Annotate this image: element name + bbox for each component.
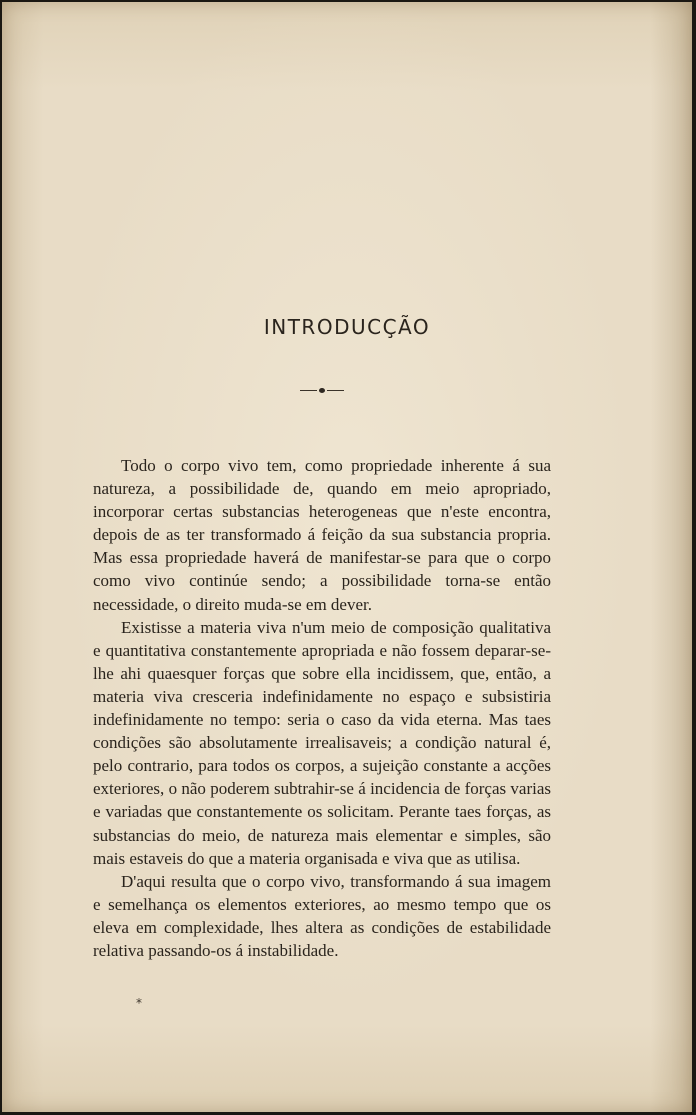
- paragraph-3: D'aqui resulta que o corpo vivo, transformando á sua imagem e semelhança os elementos exteriores, ao mesmo tempo que os eleva em complexidade, lhes altera as condições de estabilidade relativa passando-os á instabilidade.: [93, 871, 551, 960]
- paragraph-2: Existisse a materia viva n'um meio de composição qualitativa e quantitativa constantemente apropriada e não fossem deparar-se-lhe ahi quaesquer forças que sobre ella incidissem, que, então, a materia viva cresceria indefinidamente no espaço e subsistiria indefinidamente no tempo: seria o caso da vida eterna. Mas taes condições são absolutamente irrealisaveis; a condição natural é, pelo contrario, para todos os corpos, a sujeição constante a acções exteriores, o não poderem subtrahir-se á incidencia de forças varias e variadas que constantemente os solicitam. Perante taes forças, as substancias do meio, de natureza mais elementar e simples, são mais estaveis do que a materia organisada e viva que as utilisa.: [93, 617, 551, 868]
- paragraph-1: Todo o corpo vivo tem, como propriedade inherente á sua natureza, a possibilidade de, quando em meio apropriado, incorporar certas substancias heterogeneas que n'este encontra, depois de as ter transformado á feição da sua substancia propria. Mas essa propriedade haverá de manifestar-se para que o corpo como vivo continúe sendo; a possibilidade torna-se então necessidade, o direito muda-se em dever.: [93, 456, 551, 614]
- title-ornament: [300, 388, 344, 394]
- book-page: [2, 2, 692, 1112]
- ornament-left-rule: [300, 390, 317, 391]
- ornament-dot: [319, 388, 325, 393]
- body-text: [93, 454, 551, 962]
- chapter-title: INTRODUCÇÃO: [263, 315, 431, 339]
- footnote-mark: *: [136, 996, 142, 1010]
- ornament-right-rule: [327, 390, 344, 391]
